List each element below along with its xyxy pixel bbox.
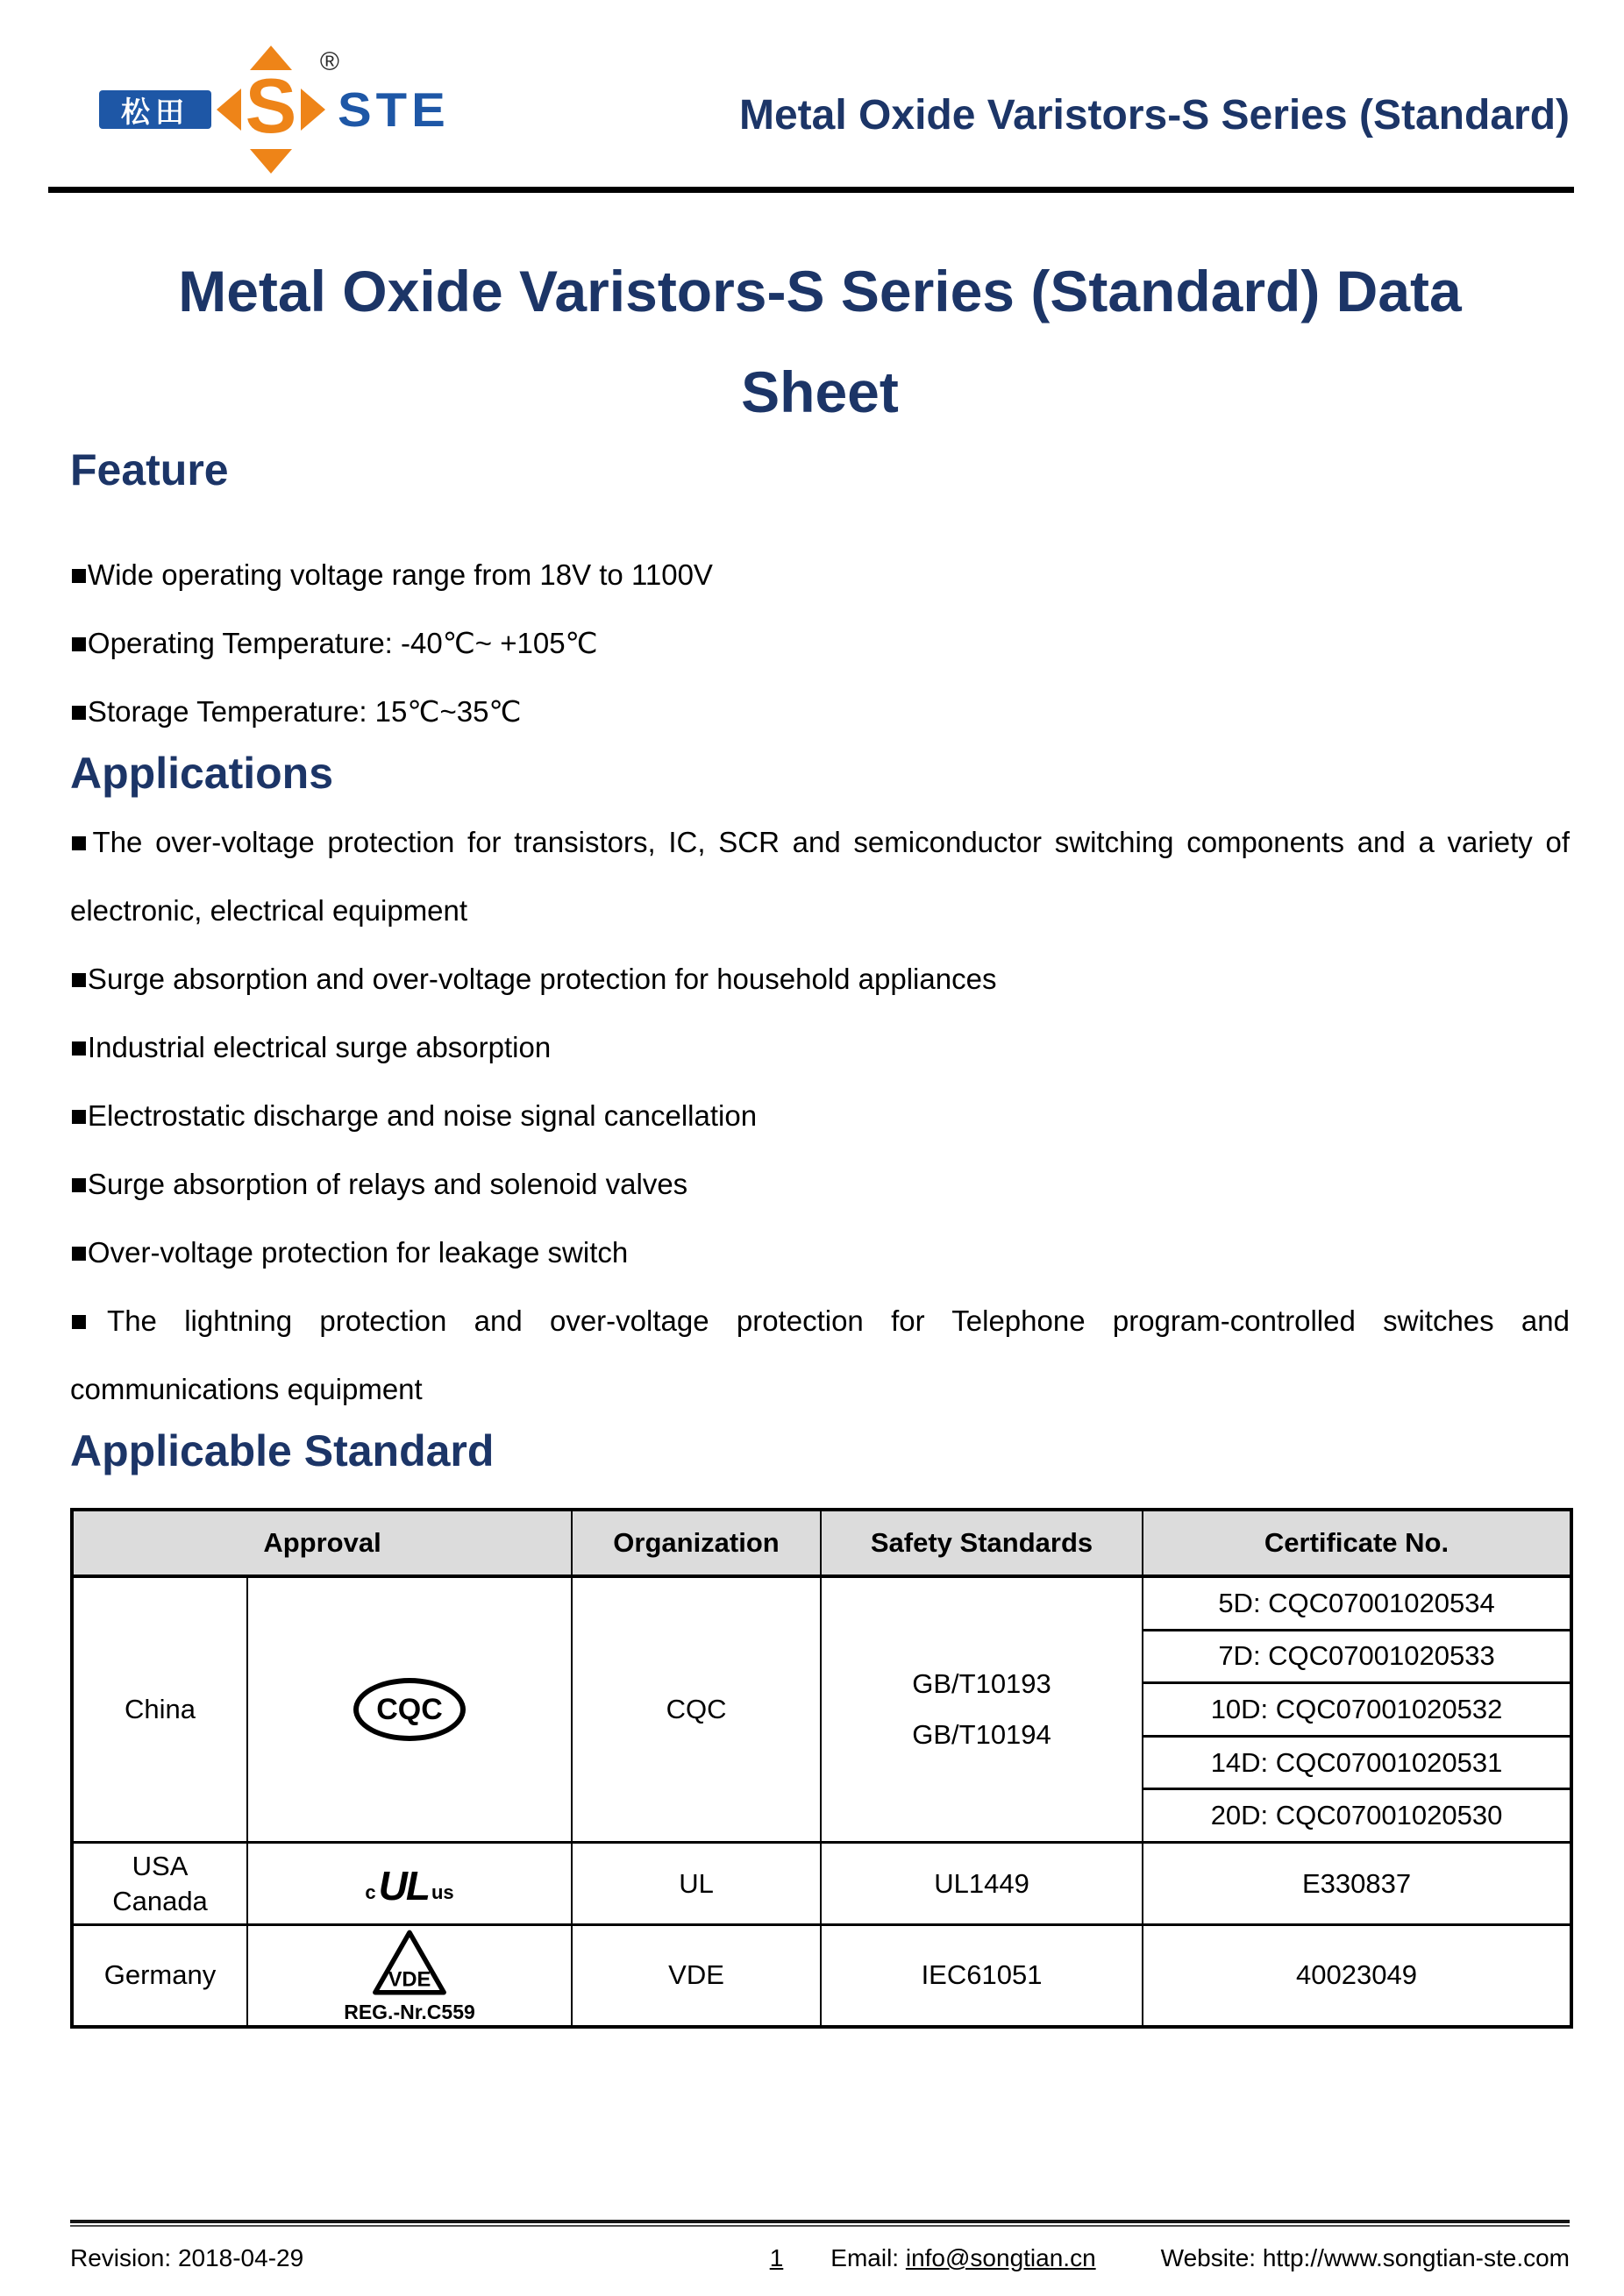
ul-logo-icon: c UL us bbox=[365, 1862, 454, 1909]
page-title-line2: Sheet bbox=[741, 359, 899, 424]
approval-logo-cell bbox=[247, 1925, 572, 2027]
column-header-approval: Approval bbox=[72, 1510, 572, 1576]
country-cell: USA Canada bbox=[72, 1843, 247, 1925]
list-item: ■Operating Temperature: -40℃~ +105℃ bbox=[70, 627, 598, 659]
feature-heading: Feature bbox=[70, 445, 229, 494]
table-row bbox=[72, 1925, 1571, 2027]
table-row bbox=[72, 1843, 1571, 1925]
registered-trademark-icon: ® bbox=[319, 47, 339, 76]
list-item: ■Industrial electrical surge absorption bbox=[70, 1031, 552, 1063]
certificates-cell: E330837 bbox=[1143, 1843, 1571, 1925]
applications-list bbox=[70, 808, 1570, 1424]
page-title-line1: Metal Oxide Varistors-S Series (Standard) Data bbox=[178, 259, 1462, 323]
list-item: ■The lightning protection and over-voltage protection for Telephone program-controlled switches and communications equipment bbox=[70, 1304, 1570, 1405]
organization-cell: CQC bbox=[572, 1576, 821, 1843]
cqc-logo-icon bbox=[353, 1678, 466, 1741]
cqc-logo-text: CQC bbox=[376, 1692, 443, 1726]
certificate-entry: 20D: CQC07001020530 bbox=[1143, 1788, 1570, 1841]
revision-text: Revision: 2018-04-29 bbox=[70, 2244, 304, 2271]
page-content bbox=[70, 443, 1570, 2029]
certificates-cell: 40023049 bbox=[1143, 1925, 1571, 2027]
document-header-title: Metal Oxide Varistors-S Series (Standard) bbox=[739, 91, 1570, 139]
applicable-standard-heading: Applicable Standard bbox=[70, 1426, 495, 1475]
logo-ste-text: STE bbox=[338, 82, 450, 137]
logo-s-letter: S bbox=[245, 61, 297, 149]
page-title bbox=[70, 241, 1570, 443]
safety-standards-cell: IEC61051 bbox=[821, 1925, 1143, 2027]
column-header-organization: Organization bbox=[572, 1510, 821, 1576]
organization-cell: VDE bbox=[572, 1925, 821, 2027]
certificate-entry: 5D: CQC07001020534 bbox=[1218, 1587, 1495, 1618]
approval-logo-cell bbox=[247, 1843, 572, 1925]
approval-logo-cell bbox=[247, 1576, 572, 1843]
list-item: ■Surge absorption and over-voltage protection for household appliances bbox=[70, 963, 997, 995]
certificate-entry: 14D: CQC07001020531 bbox=[1143, 1735, 1570, 1788]
list-item: ■Wide operating voltage range from 18V to 1100V bbox=[70, 558, 713, 591]
logo-s-diamond-icon bbox=[217, 44, 339, 175]
footer-website: Website: http://www.songtian-ste.com bbox=[1160, 2244, 1570, 2271]
safety-standards-cell: UL1449 bbox=[821, 1843, 1143, 1925]
list-item: ■Over-voltage protection for leakage switch bbox=[70, 1236, 629, 1269]
certificate-entry: 7D: CQC07001020533 bbox=[1143, 1629, 1570, 1682]
list-item: ■The over-voltage protection for transistors, IC, SCR and semiconductor switching components and a variety of electronic, electrical equipment bbox=[70, 826, 1570, 927]
page-header bbox=[70, 44, 1570, 175]
column-header-safety-standards: Safety Standards bbox=[821, 1510, 1143, 1576]
country-cell: Germany bbox=[72, 1925, 247, 2027]
footer-email bbox=[830, 2241, 1095, 2276]
feature-list bbox=[70, 541, 1570, 746]
triangle-down-icon bbox=[250, 149, 292, 174]
safety-standards-cell: GB/T10193 GB/T10194 bbox=[821, 1576, 1143, 1843]
page-footer bbox=[70, 2220, 1570, 2276]
certificate-entry: 10D: CQC07001020532 bbox=[1143, 1681, 1570, 1735]
table-row bbox=[72, 1576, 1571, 1843]
logo-chinese-badge: 松田 bbox=[99, 90, 211, 129]
applications-heading: Applications bbox=[70, 749, 334, 798]
country-cell: China bbox=[72, 1576, 247, 1843]
vde-triangle-icon bbox=[369, 1927, 450, 1999]
footer-divider-thick bbox=[70, 2220, 1570, 2223]
page-number: 1 bbox=[769, 2244, 784, 2271]
header-divider bbox=[48, 187, 1574, 193]
triangle-left-icon bbox=[217, 89, 241, 131]
list-item: ■Surge absorption of relays and solenoid valves bbox=[70, 1168, 688, 1200]
list-item: ■Storage Temperature: 15℃~35℃ bbox=[70, 695, 522, 728]
vde-logo-icon bbox=[248, 1927, 571, 2024]
applicable-standard-table bbox=[70, 1508, 1573, 2029]
vde-reg-number: REG.-Nr.C559 bbox=[344, 2000, 475, 2023]
list-item: ■Electrostatic discharge and noise signal cancellation bbox=[70, 1099, 758, 1132]
email-link[interactable]: info@songtian.cn bbox=[905, 2244, 1096, 2271]
column-header-certificate-no: Certificate No. bbox=[1143, 1510, 1571, 1576]
footer-divider-thin bbox=[70, 2225, 1570, 2227]
vde-logo-text: VDE bbox=[388, 1968, 431, 1992]
table-header-row bbox=[72, 1510, 1571, 1576]
organization-cell: UL bbox=[572, 1843, 821, 1925]
email-label: Email: bbox=[830, 2244, 900, 2271]
certificates-cell bbox=[1143, 1576, 1571, 1843]
company-logo bbox=[99, 44, 450, 175]
triangle-right-icon bbox=[301, 89, 325, 131]
